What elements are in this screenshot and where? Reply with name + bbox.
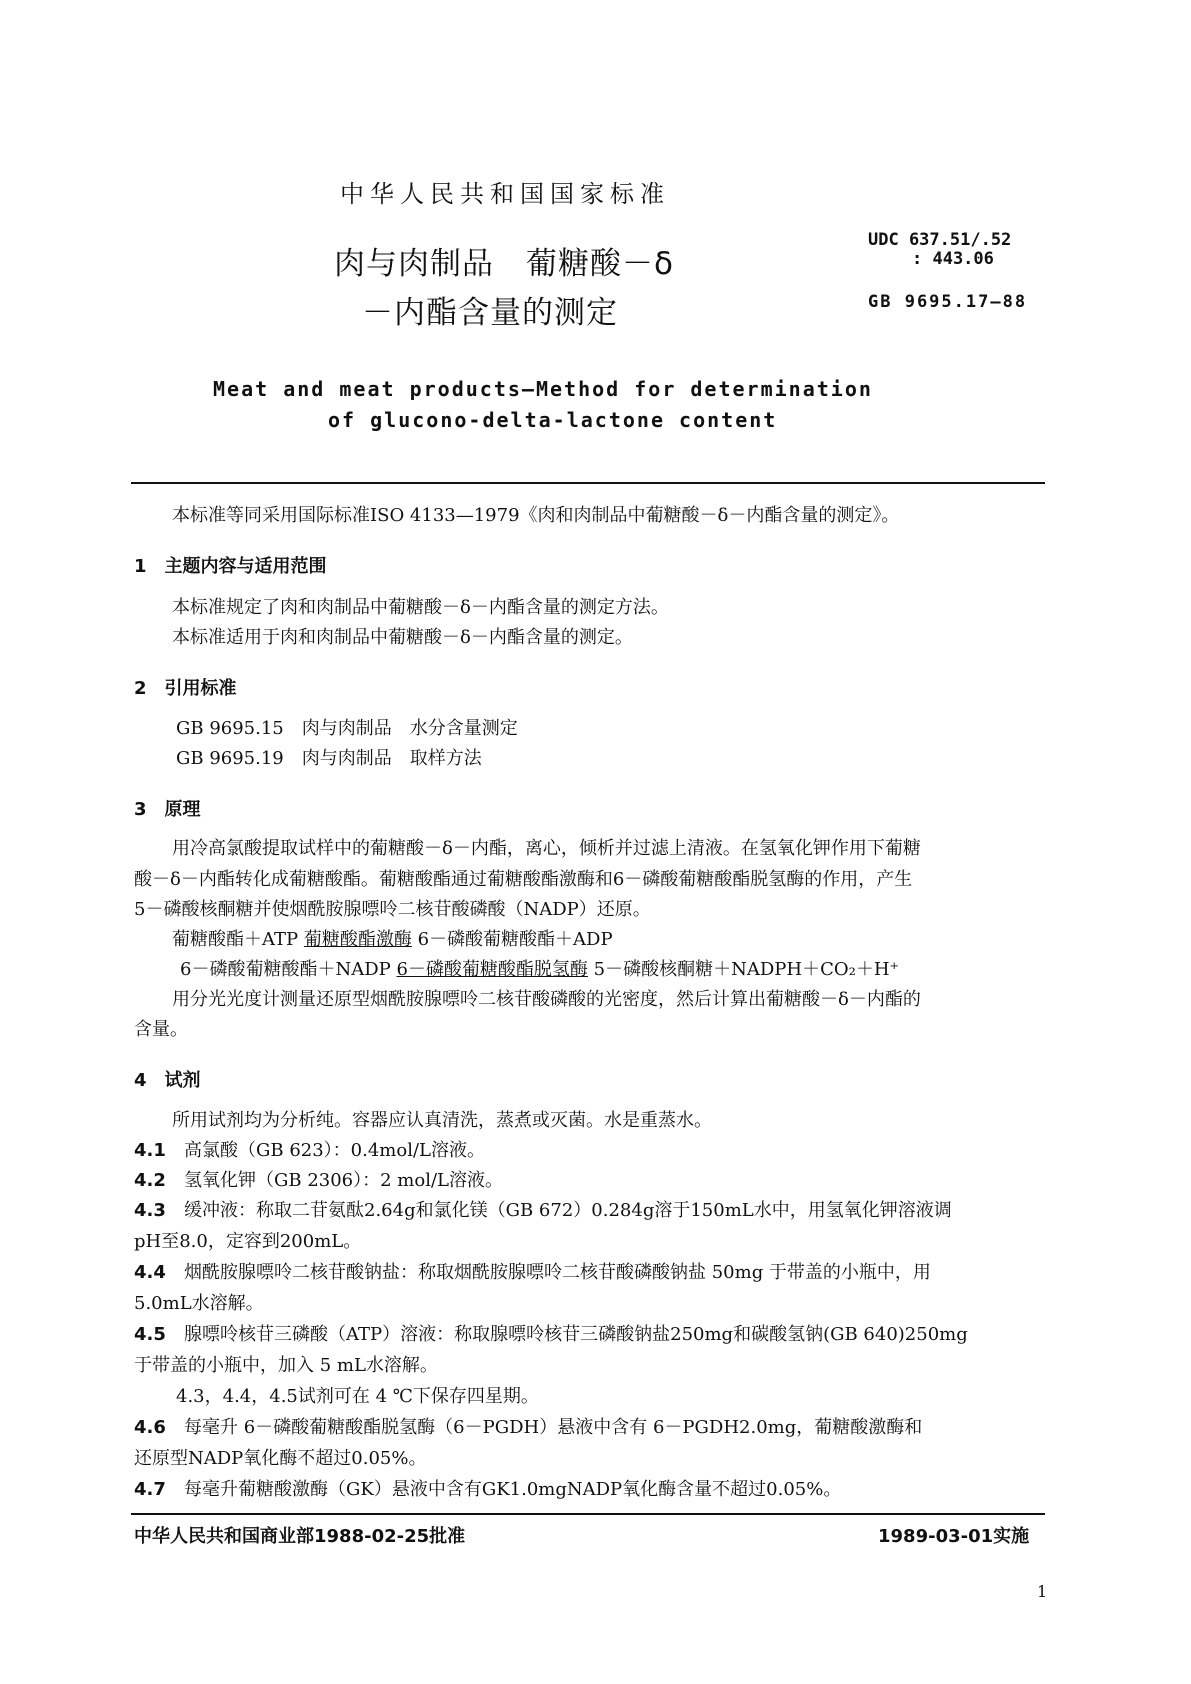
principle-line-1: 用冷高氯酸提取试样中的葡糖酸－δ－内酯，离心，倾析并过滤上清液。在氢氧化钾作用下葡糖 [172, 838, 921, 859]
reagent-4-1 [134, 1140, 485, 1162]
reagent-4-1-number: 4.1 [134, 1140, 166, 1161]
reagent-4-2-text: 氢氧化钾（GB 2306）：2 mol/L溶液。 [184, 1170, 503, 1191]
reagent-4-5 [134, 1324, 968, 1346]
reagent-4-6-number: 4.6 [134, 1417, 166, 1438]
reagent-4-5-number: 4.5 [134, 1324, 166, 1345]
reagent-4-3-number: 4.3 [134, 1200, 166, 1221]
reagent-storage-note: 4.3，4.4，4.5试剂可在 4 ℃下保存四星期。 [176, 1386, 539, 1407]
chinese-title-line-1: 肉与肉制品 葡糖酸－δ [334, 246, 674, 282]
reagent-4-7-number: 4.7 [134, 1479, 166, 1500]
standard-type-heading: 中华人民共和国国家标准 [340, 180, 670, 208]
section-1-para-2: 本标准适用于肉和肉制品中葡糖酸－δ－内酯含量的测定。 [172, 627, 633, 648]
page-number: 1 [1037, 1582, 1048, 1601]
reference-gb-9695-19: GB 9695.19 肉与肉制品 取样方法 [176, 748, 482, 769]
reagent-4-3-text-line-2: pH至8.0，定容到200mL。 [134, 1231, 362, 1252]
reagent-4-3 [134, 1200, 952, 1222]
footer-divider [131, 1513, 1045, 1515]
reagent-4-4-text-line-2: 5.0mL水溶解。 [134, 1293, 264, 1314]
principle-line-3: 5－磷酸核酮糖并使烟酰胺腺嘌呤二核苷酸磷酸（NADP）还原。 [134, 899, 651, 920]
reagent-4-1-text: 高氯酸（GB 623）：0.4mol/L溶液。 [184, 1140, 485, 1161]
udc-code-line-1: UDC 637.51/.52 [868, 230, 1012, 250]
effective-date: 1989-03-01实施 [878, 1526, 1030, 1547]
approval-date: 中华人民共和国商业部1988-02-25批准 [134, 1526, 466, 1547]
english-title-line-1: Meat and meat products—Method for determination [213, 377, 873, 401]
gb-standard-code: GB 9695.17—88 [868, 292, 1028, 312]
section-4-title: 4 试剂 [134, 1070, 201, 1091]
reagent-4-7-text: 每毫升葡糖酸激酶（GK）悬液中含有GK1.0mgNADP氧化酶含量不超过0.05%。 [184, 1479, 842, 1500]
equation-2-reactants: 6－磷酸葡糖酸酯＋NADP [180, 959, 391, 980]
reagent-4-3-text-line-1: 缓冲液：称取二苷氨酞2.64g和氯化镁（GB 672）0.284g溶于150mL水中，用氢氧化钾溶液调 [184, 1200, 952, 1221]
chinese-title-line-2: －内酯含量的测定 [362, 295, 618, 331]
reagent-4-6 [134, 1417, 922, 1439]
reaction-equation-2 [180, 959, 899, 981]
reagent-4-7 [134, 1479, 841, 1501]
principle-measure-line-2: 含量。 [134, 1019, 188, 1040]
equation-2-products: 5－磷酸核酮糖＋NADPH＋CO₂＋H⁺ [593, 959, 900, 980]
section-1-title: 1 主题内容与适用范围 [134, 556, 327, 577]
reference-gb-9695-15: GB 9695.15 肉与肉制品 水分含量测定 [176, 718, 518, 739]
reagents-intro: 所用试剂均为分析纯。容器应认真清洗，蒸煮或灭菌。水是重蒸水。 [172, 1110, 712, 1131]
equation-1-products: 6－磷酸葡糖酸酯＋ADP [417, 929, 613, 950]
reagent-4-2 [134, 1170, 503, 1192]
reagent-4-6-text-line-1: 每毫升 6－磷酸葡糖酸酯脱氢酶（6－PGDH）悬液中含有 6－PGDH2.0mg，葡糖酸激酶和 [184, 1417, 923, 1438]
equation-1-enzyme: 葡糖酸酯激酶 [303, 929, 412, 950]
section-3-title: 3 原理 [134, 799, 201, 820]
english-title-line-2: of glucono-delta-lactone content [328, 408, 778, 432]
equation-1-reactants: 葡糖酸酯＋ATP [172, 929, 299, 950]
section-1-para-1: 本标准规定了肉和肉制品中葡糖酸－δ－内酯含量的测定方法。 [172, 597, 669, 618]
header-divider [131, 482, 1045, 484]
principle-line-2: 酸－δ－内酯转化成葡糖酸酯。葡糖酸酯通过葡糖酸酯激酶和6－磷酸葡糖酸酯脱氢酶的作用，产生 [134, 869, 913, 890]
reaction-equation-1 [172, 929, 613, 951]
reagent-4-4-number: 4.4 [134, 1262, 166, 1283]
reagent-4-5-text-line-1: 腺嘌呤核苷三磷酸（ATP）溶液：称取腺嘌呤核苷三磷酸钠盐250mg和碳酸氢钠(GB 640)250mg [184, 1324, 968, 1345]
reagent-4-2-number: 4.2 [134, 1170, 166, 1191]
udc-code-line-2: : 443.06 [912, 249, 994, 269]
intro-paragraph: 本标准等同采用国际标准ISO 4133—1979《肉和肉制品中葡糖酸－δ－内酯含量的测定》。 [172, 505, 900, 526]
section-2-title: 2 引用标准 [134, 678, 237, 699]
equation-2-enzyme: 6－磷酸葡糖酸酯脱氢酶 [396, 959, 588, 980]
principle-measure-line-1: 用分光光度计测量还原型烟酰胺腺嘌呤二核苷酸磷酸的光密度，然后计算出葡糖酸－δ－内酯的 [172, 989, 921, 1010]
reagent-4-5-text-line-2: 于带盖的小瓶中，加入 5 mL水溶解。 [134, 1355, 438, 1376]
reagent-4-4 [134, 1262, 931, 1284]
reagent-4-4-text-line-1: 烟酰胺腺嘌呤二核苷酸钠盐：称取烟酰胺腺嘌呤二核苷酸磷酸钠盐 50mg 于带盖的小瓶中，用 [184, 1262, 931, 1283]
reagent-4-6-text-line-2: 还原型NADP氧化酶不超过0.05%。 [134, 1448, 427, 1469]
